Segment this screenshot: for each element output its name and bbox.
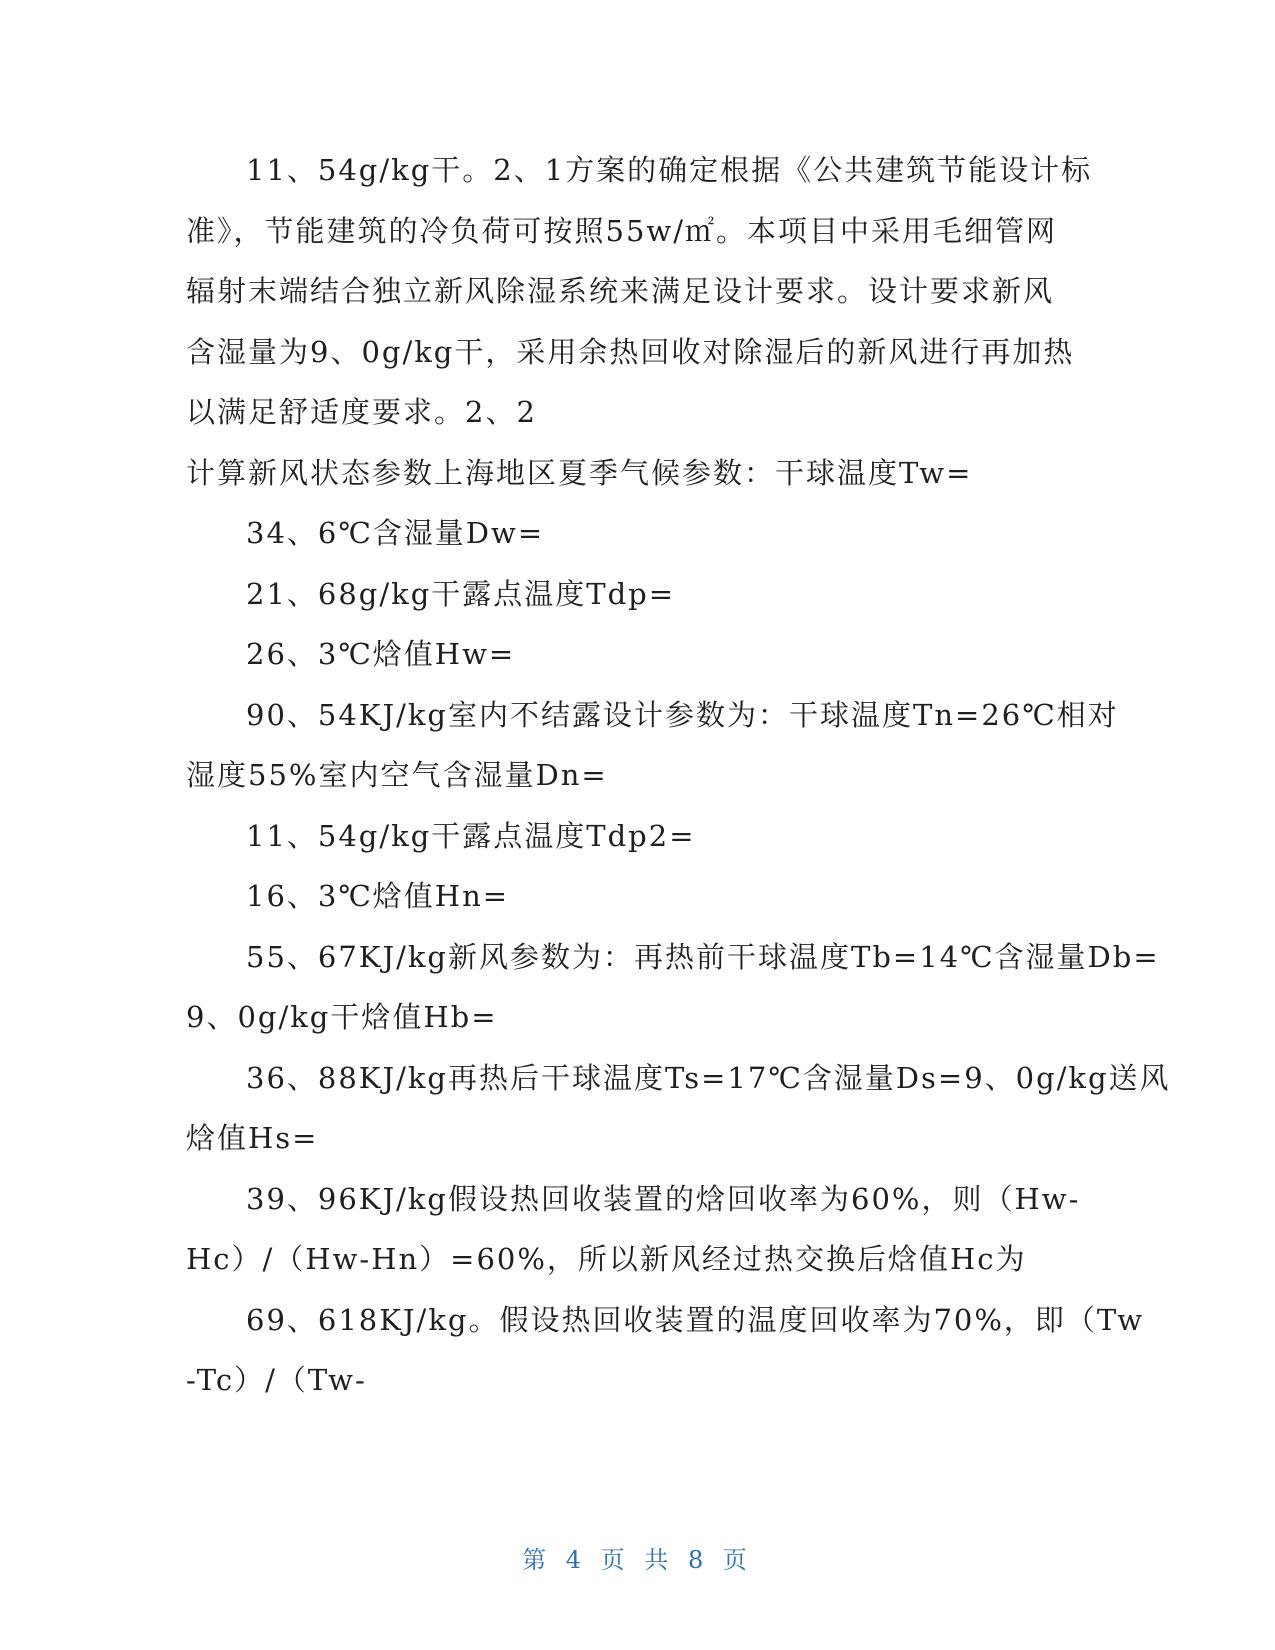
text-line: 准》，节能建筑的冷负荷可按照55w/㎡。本项目中采用毛细管网 [186,213,1057,248]
text-line: 11、54g/kg干。2、1方案的确定根据《公共建筑节能设计标 [246,153,1093,187]
page-footer: 第 4 页 共 8 页 [522,1546,753,1574]
text-line: 39、96KJ/kg假设热回收装置的焓回收率为60%，则（Hw- [246,1181,1081,1216]
text-line: 55、67KJ/kg新风参数为：再热前干球温度Tb=14℃含湿量Db= [246,939,1160,974]
text-line: 焓值Hs= [186,1121,319,1155]
text-line: 26、3℃焓值Hw= [246,637,516,671]
text-line: 11、54g/kg干露点温度Tdp2= [246,818,696,853]
text-line: 9、0g/kg干焓值Hb= [186,1000,498,1034]
text-line: -Tc）/（Tw- [186,1363,367,1397]
text-line: 16、3℃焓值Hn= [246,879,510,913]
text-line: Hc）/（Hw-Hn）=60%，所以新风经过热交换后焓值Hc为 [186,1242,1027,1276]
text-line: 34、6℃含湿量Dw= [246,516,545,550]
text-line: 90、54KJ/kg室内不结露设计参数为：干球温度Tn=26℃相对 [246,697,1119,732]
text-line: 以满足舒适度要求。2、2 [186,395,537,429]
text-line: 辐射末端结合独立新风除湿系统来满足设计要求。设计要求新风 [186,274,1055,308]
text-line: 湿度55%室内空气含湿量Dn= [186,758,608,792]
text-line: 含湿量为9、0g/kg干，采用余热回收对除湿后的新风进行再加热 [186,334,1075,369]
text-line: 36、88KJ/kg再热后干球温度Ts=17℃含湿量Ds=9、0g/kg送风 [246,1060,1171,1095]
text-line: 69、618KJ/kg。假设热回收装置的温度回收率为70%，即（Tw [246,1302,1145,1337]
text-line: 计算新风状态参数上海地区夏季气候参数：干球温度Tw= [186,455,973,490]
document-body [186,140,1171,1411]
text-line: 21、68g/kg干露点温度Tdp= [246,576,676,611]
